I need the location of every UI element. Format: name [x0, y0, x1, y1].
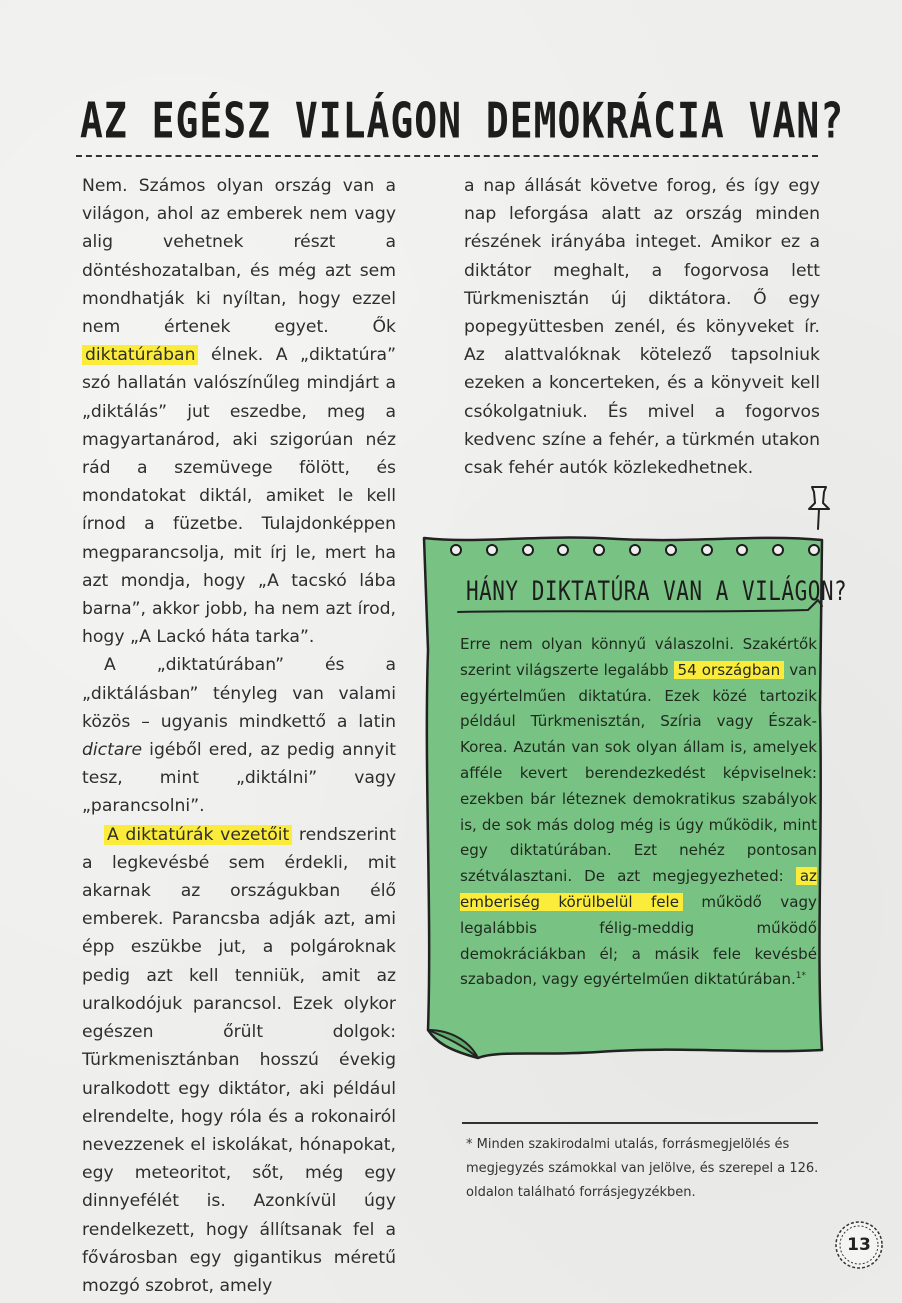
punch-hole [665, 544, 677, 556]
right-column [464, 172, 820, 482]
page-title: AZ EGÉSZ VILÁGON DEMOKRÁCIA VAN? [80, 92, 845, 150]
footnote-divider [462, 1122, 818, 1124]
punch-hole [736, 544, 748, 556]
punch-hole [629, 544, 641, 556]
title-divider [76, 155, 818, 157]
paragraph-1-text-b: élnek. A „diktatúra” szó hallatán valószínűleg mindjárt a „diktálás” jut eszedbe, meg a magyartanárod, aki szigorúan néz rád a szemüvege fölött, és mondatokat diktál, amiket le kell írnod a füzetbe. Tulajdonképpen megparancsolja, mit írj le, mert ha azt mondja, hogy „A tacskó lába barna”, akkor jobb, ha nem azt írod, hogy „A Lackó háta tarka”. [82, 345, 396, 648]
paragraph-1-text-a: Nem. Számos olyan ország van a világon, ahol az emberek nem vagy alig vehetnek részt a döntéshozatalban, és még azt sem mondhatják ki nyíltan, hogy ezzel nem értenek egyet. Ők [82, 176, 396, 338]
left-column [82, 172, 396, 1300]
paragraph-2-latin-word: dictare [82, 740, 143, 761]
card-body-text-3: működő vagy legalábbis félig-meddig működő demokráciákban él; a másik fele kevésbé szabadon, vagy egyértelműen diktatúrában. [460, 892, 817, 989]
card-title: HÁNY DIKTATÚRA VAN A VILÁGON? [466, 576, 848, 606]
highlight-emberiseg-fele: az emberiség körülbelül fele [460, 867, 817, 911]
page-number-badge [833, 1219, 885, 1271]
card-title-box [456, 576, 848, 618]
paragraph-3-text: rendszerint a legkevésbé sem érdekli, mit akarnak az országukban élő emberek. Parancsba adják azt, ami épp eszükbe jut, a polgároknak pedig azt kell tenniük, amit az uralkodójuk parancsol. Ezek olykor egészen őrült dolgok: Türkmenisztánban hosszú évekig uralkodott egy diktátor, aki például elrendelte, hogy róla és a rokonairól nevezzenek el iskolákat, hónapokat, egy meteoritot, sőt, még egy dinnyefélét is. Azonkívül úgy rendelkezett, hogy állítsanak fel a fővárosban egy gigantikus méretű mozgó szobrot, amely [82, 824, 397, 1296]
punch-hole [808, 544, 820, 556]
punch-hole [486, 544, 498, 556]
highlight-diktaturaban: diktatúrában [82, 345, 198, 365]
pushpin-icon [806, 485, 832, 535]
punch-hole [593, 544, 605, 556]
paragraph-2 [82, 651, 396, 820]
punch-hole [522, 544, 534, 556]
highlight-54-orszagban: 54 országban [674, 661, 785, 679]
paragraph-2-text-a: A „diktatúrában” és a „diktálásban” tényleg van valami közös – ugyanis mindkettő a latin [82, 655, 396, 732]
paragraph-2-text-b: igéből ered, az pedig annyit tesz, mint „diktálni” vagy „parancsolni”. [82, 740, 396, 817]
card-body [460, 632, 817, 993]
highlight-diktaturak-vezetoit: A diktatúrák vezetőit [104, 825, 292, 845]
punch-hole [557, 544, 569, 556]
card-body-text-1: Erre nem olyan könnyű válaszolni. Szakértők szerint világszerte legalább [460, 635, 817, 679]
footnote-reference: 1* [795, 971, 806, 982]
punch-hole [772, 544, 784, 556]
card-hole-row [450, 544, 820, 562]
card-body-text-2: van egyértelműen diktatúra. Ezek közé tartozik például Türkmenisztán, Szíria vagy Észak-Korea. Azután van sok olyan állam is, amelyek afféle kevert berendezkedést képviselnek: ezekben bár léteznek demokratikus szabályok is, de sok más dolog még is úgy működik, mint egy diktatúrában. Ezt nehéz pontosan szétválasztani. De azt megjegyezheted: [460, 660, 817, 886]
right-column-paragraph: a nap állását követve forog, és így egy nap leforgása alatt az ország minden részének irányába integet. Amikor ez a diktátor meghalt, a fogorvosa lett Türkmenisztán új diktátora. Ő egy popegyüttesben zenél, és könyveket ír. Az alattvalóknak kötelező tapsolniuk ezeken a koncerteken, és a könyveit kell csókolgatniuk. És mivel a fogorvos kedvenc színe a fehér, a türkmén utakon csak fehér autók közlekedhetnek. [464, 176, 820, 479]
paragraph-1 [82, 172, 396, 651]
footnote: * Minden szakirodalmi utalás, forrásmegjelölés és megjegyzés számokkal van jelölve, és szerepel a 126. oldalon található forrásjegyzékben. [466, 1137, 819, 1200]
punch-hole [450, 544, 462, 556]
page-number: 13 [847, 1235, 871, 1255]
punch-hole [701, 544, 713, 556]
paragraph-3 [82, 821, 396, 1300]
